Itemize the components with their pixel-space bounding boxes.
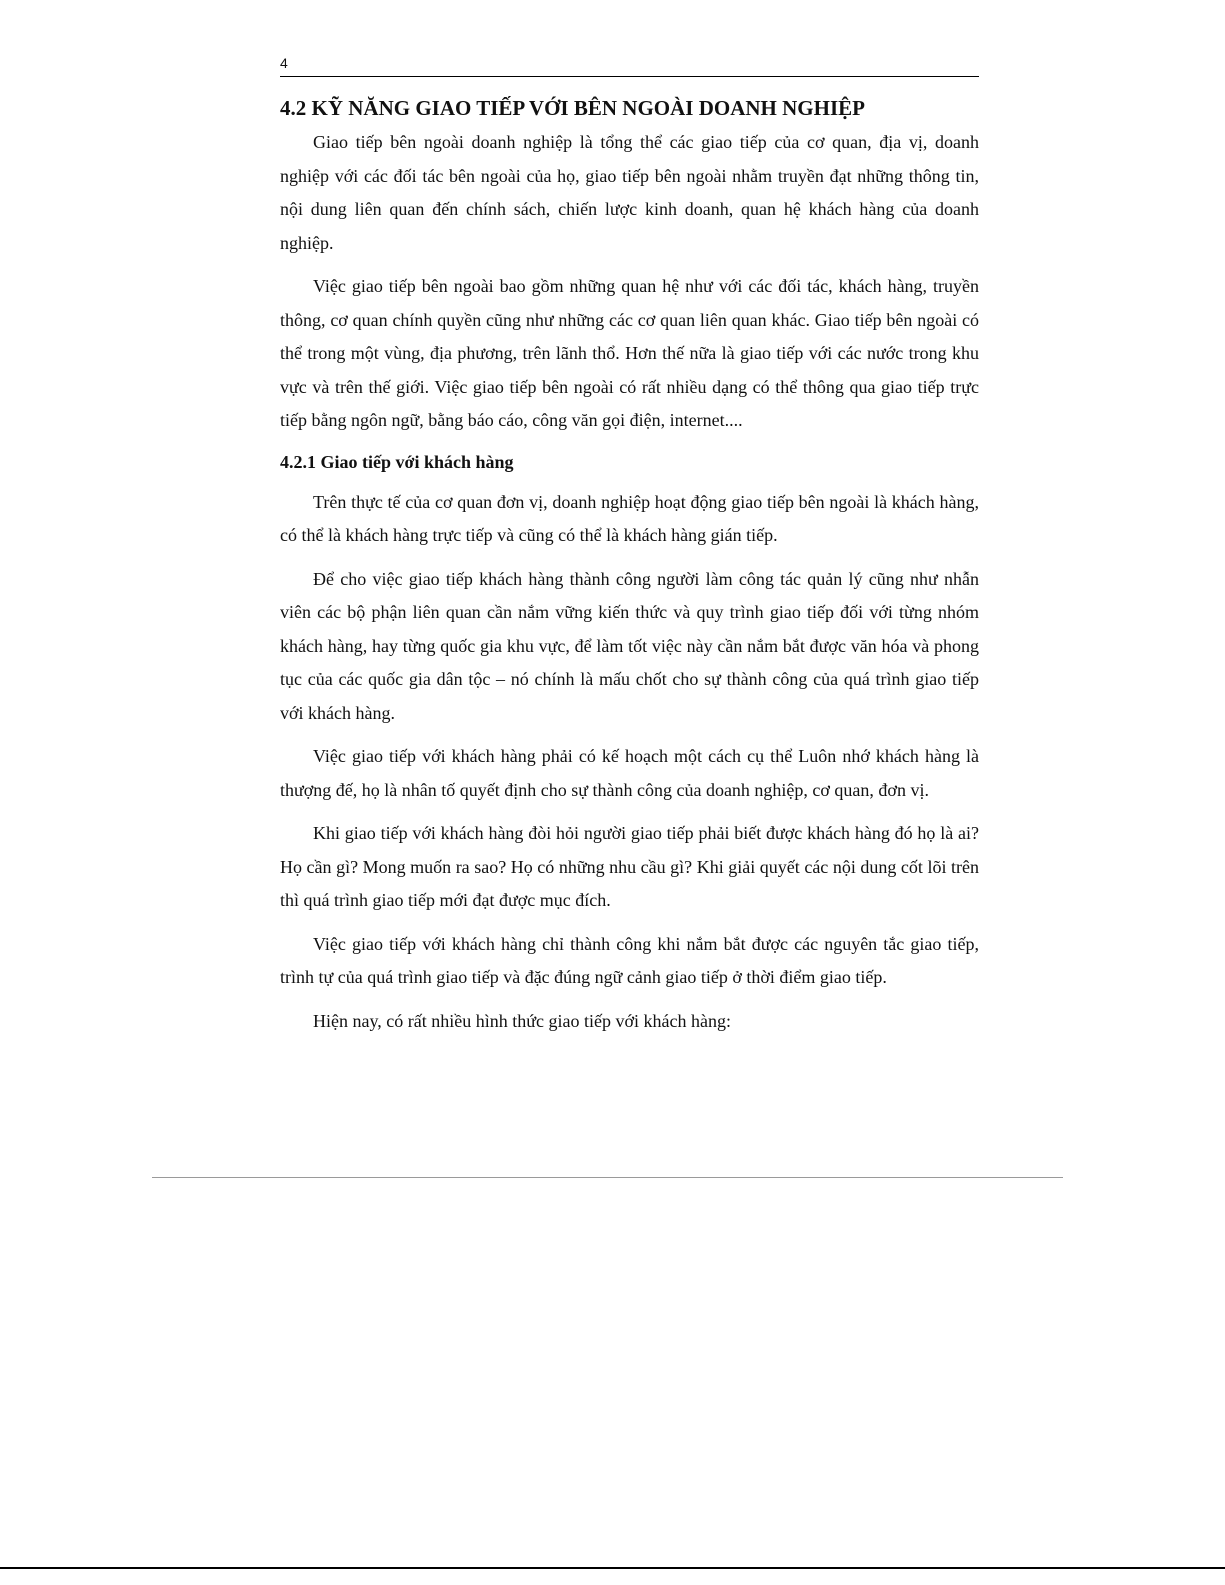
paragraph: Giao tiếp bên ngoài doanh nghiệp là tổng thể các giao tiếp của cơ quan, địa vị, doanh nghiệp với các đối tác bên ngoài của họ, giao tiếp bên ngoài nhằm truyền đạt những thông tin, nội dung liên quan đến chính sách, chiến lược kinh doanh, quan hệ khách hàng của doanh nghiệp.: [280, 132, 979, 253]
paragraph: Để cho việc giao tiếp khách hàng thành công người làm công tác quản lý cũng như nhẫn viên các bộ phận liên quan cần nắm vững kiến thức và quy trình giao tiếp đối với từng nhóm khách hàng, hay từng quốc gia khu vực, để làm tốt việc này cần nắm bắt được văn hóa và phong tục của các quốc gia dân tộc – nó chính là mấu chốt cho sự thành công của quá trình giao tiếp với khách hàng.: [280, 568, 979, 723]
page-bottom-edge: [0, 1567, 1225, 1569]
section-title: 4.2 KỸ NĂNG GIAO TIẾP VỚI BÊN NGOÀI DOANH NGHIỆP: [280, 96, 865, 120]
subsection-title: 4.2.1 Giao tiếp với khách hàng: [280, 451, 514, 472]
paragraph: Trên thực tế của cơ quan đơn vị, doanh nghiệp hoạt động giao tiếp bên ngoài là khách hàng, có thể là khách hàng trực tiếp và cũng có thể là khách hàng gián tiếp.: [280, 491, 979, 545]
paragraph: Hiện nay, có rất nhiều hình thức giao tiếp với khách hàng:: [313, 1010, 731, 1031]
footer-divider: [152, 1177, 1063, 1178]
page-header: [280, 54, 979, 77]
paragraph: Việc giao tiếp bên ngoài bao gồm những quan hệ như với các đối tác, khách hàng, truyền thông, cơ quan chính quyền cũng như những các cơ quan liên quan khác. Giao tiếp bên ngoài có thể trong một vùng, địa phương, trên lãnh thổ. Hơn thế nữa là giao tiếp với các nước trong khu vực và trên thế giới. Việc giao tiếp bên ngoài có rất nhiều dạng có thể thông qua giao tiếp trực tiếp bằng ngôn ngữ, bằng báo cáo, công văn gọi điện, internet....: [280, 276, 979, 430]
paragraph: Khi giao tiếp với khách hàng đòi hỏi người giao tiếp phải biết được khách hàng đó họ là ai? Họ cần gì? Mong muốn ra sao? Họ có những nhu cầu gì? Khi giải quyết các nội dung cốt lõi trên thì quá trình giao tiếp mới đạt được mục đích.: [280, 823, 979, 910]
page-content: [280, 94, 979, 1048]
paragraph: Việc giao tiếp với khách hàng chỉ thành công khi nắm bắt được các nguyên tắc giao tiếp, trình tự của quá trình giao tiếp và đặc đúng ngữ cảnh giao tiếp ở thời điểm giao tiếp.: [280, 933, 979, 987]
paragraph: Việc giao tiếp với khách hàng phải có kế hoạch một cách cụ thể Luôn nhớ khách hàng là thượng đế, họ là nhân tố quyết định cho sự thành công của doanh nghiệp, cơ quan, đơn vị.: [280, 746, 979, 800]
page-number: 4: [280, 55, 288, 71]
